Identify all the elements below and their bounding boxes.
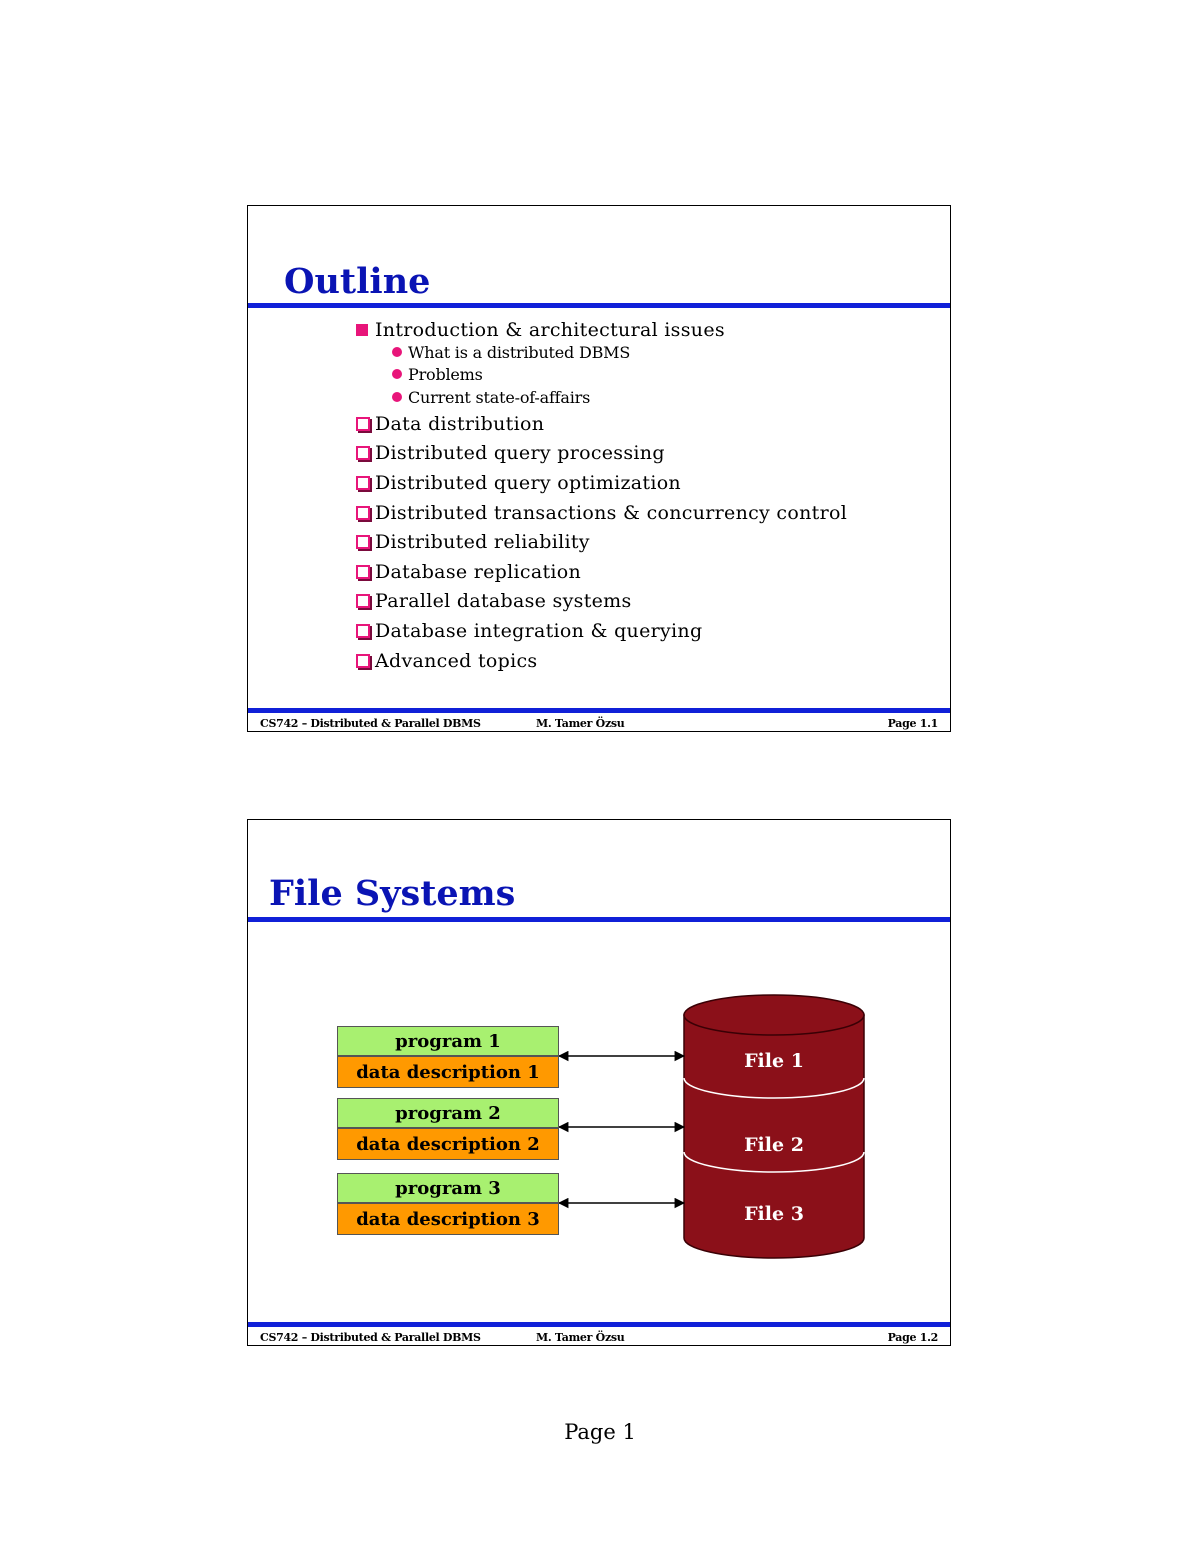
file-label: File 3 — [744, 1203, 804, 1225]
hollow-square-bullet-icon — [356, 417, 370, 431]
list-item-text: What is a distributed DBMS — [408, 342, 631, 362]
footer-page: Page 1.2 — [887, 1331, 938, 1344]
dot-bullet-icon — [392, 369, 402, 379]
hollow-square-bullet-icon — [356, 654, 370, 668]
program-box: program 3 — [337, 1173, 559, 1203]
list-item — [356, 468, 936, 498]
program-box: program 1 — [337, 1026, 559, 1056]
list-item — [356, 498, 936, 528]
data-description-box: data description 2 — [337, 1128, 559, 1160]
list-item-text: Distributed reliability — [375, 531, 590, 554]
list-item-text: Distributed query optimization — [375, 471, 681, 494]
outline-list — [356, 318, 936, 675]
title-rule — [248, 303, 950, 308]
list-item-text: Data distribution — [375, 412, 545, 435]
sub-list-item — [356, 385, 936, 409]
slide-title: Outline — [284, 261, 431, 302]
list-item — [356, 587, 936, 617]
list-item — [356, 409, 936, 439]
list-item-text: Current state-of-affairs — [408, 387, 591, 407]
list-item — [356, 439, 936, 469]
list-item-text: Advanced topics — [375, 649, 538, 672]
list-item-text: Introduction & architectural issues — [375, 318, 725, 341]
page-number: Page 1 — [564, 1420, 636, 1444]
program-box: program 2 — [337, 1098, 559, 1128]
footer-course: CS742 – Distributed & Parallel DBMS — [260, 1331, 481, 1344]
hollow-square-bullet-icon — [356, 624, 370, 638]
hollow-square-bullet-icon — [356, 446, 370, 460]
filled-square-bullet-icon — [356, 324, 368, 336]
footer-author: M. Tamer Özsu — [536, 717, 625, 730]
slide-file-systems — [247, 819, 951, 1346]
hollow-square-bullet-icon — [356, 594, 370, 608]
hollow-square-bullet-icon — [356, 565, 370, 579]
slide-outline — [247, 205, 951, 732]
sub-list-item — [356, 363, 936, 385]
list-item — [356, 527, 936, 557]
list-item — [356, 318, 936, 341]
hollow-square-bullet-icon — [356, 476, 370, 490]
dot-bullet-icon — [392, 347, 402, 357]
data-description-box: data description 3 — [337, 1203, 559, 1235]
footer-author: M. Tamer Özsu — [536, 1331, 625, 1344]
list-item-text: Problems — [408, 364, 483, 384]
dot-bullet-icon — [392, 392, 402, 402]
list-item-text: Database replication — [375, 560, 582, 583]
hollow-square-bullet-icon — [356, 535, 370, 549]
list-item — [356, 616, 936, 646]
footer-rule — [248, 1322, 950, 1327]
list-item-text: Distributed query processing — [375, 442, 665, 465]
file-label: File 1 — [744, 1050, 804, 1072]
file-label: File 2 — [744, 1134, 804, 1156]
sub-list-item — [356, 341, 936, 363]
list-item — [356, 557, 936, 587]
list-item-text: Distributed transactions & concurrency control — [375, 501, 848, 524]
footer-rule — [248, 708, 950, 713]
slide-title: File Systems — [269, 873, 516, 914]
list-item-text: Database integration & querying — [375, 619, 703, 642]
footer-course: CS742 – Distributed & Parallel DBMS — [260, 717, 481, 730]
list-item — [356, 646, 936, 676]
footer-page: Page 1.1 — [887, 717, 938, 730]
hollow-square-bullet-icon — [356, 506, 370, 520]
list-item-text: Parallel database systems — [375, 590, 632, 613]
data-description-box: data description 1 — [337, 1056, 559, 1088]
